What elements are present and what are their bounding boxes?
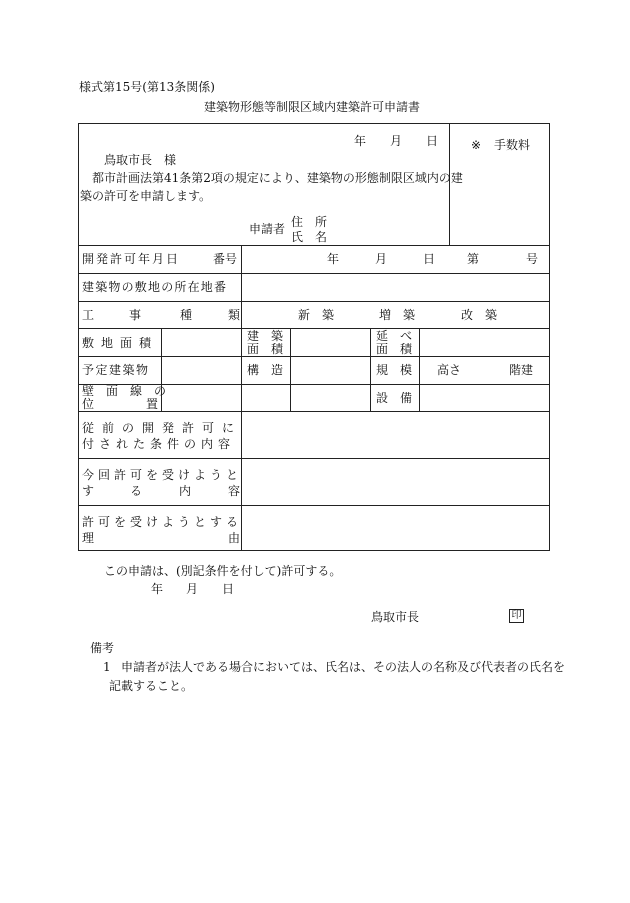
notes-item-number: 1 [103, 660, 111, 674]
approval-month: 月 [186, 582, 199, 596]
notes-item-line2: 記載すること。 [109, 679, 194, 693]
row-divider [78, 411, 550, 412]
approval-year: 年 [151, 582, 164, 596]
equipment-label: 設 備 [376, 391, 413, 405]
row-divider [78, 328, 550, 329]
application-date-year: 年 [354, 134, 367, 148]
work-type-label-b: 事 [129, 308, 142, 322]
floor-area-label-2: 面 積 [376, 342, 413, 356]
reason-line2b: 由 [228, 531, 241, 545]
form-number: 様式第15号(第13条関係) [79, 80, 215, 94]
requested-content-line2a: す [82, 484, 95, 498]
reason-line2a: 理 [82, 531, 95, 545]
height-label: 高さ [437, 363, 462, 377]
row-divider [78, 273, 550, 274]
prior-conditions-line1: 従前の開発許可に [82, 421, 243, 435]
wall-line-label-2b: 置 [146, 397, 159, 411]
building-area-label-2: 面 積 [247, 342, 284, 356]
applicant-label: 申請者 [249, 222, 286, 236]
dev-permit-date-label-text: 開発許可年月日 [82, 252, 181, 266]
site-area-label: 敷地面積 [82, 336, 159, 350]
dev-permit-day: 日 [423, 252, 436, 266]
dev-permit-year: 年 [327, 252, 340, 266]
floors-label: 階建 [509, 363, 534, 377]
requested-content-line2d: 容 [228, 484, 241, 498]
requested-content-line2c: 内 [179, 484, 192, 498]
approval-statement: この申請は、(別記条件を付して)許可する。 [104, 564, 342, 578]
notes-heading: 備考 [90, 641, 115, 655]
requested-content-line1: 今回許可を受けようと [82, 468, 243, 482]
requested-content-line2b: る [130, 484, 143, 498]
work-type-label-a: 工 [82, 308, 95, 322]
seal-mark: 印 [509, 609, 524, 623]
dev-permit-number-label: 番号 [213, 252, 238, 266]
prior-conditions-line2: 付された条件の内容 [82, 437, 236, 451]
dev-permit-go: 号 [526, 252, 539, 266]
fee-mark: ※ [471, 138, 482, 152]
dev-permit-month: 月 [375, 252, 388, 266]
column-divider [290, 328, 291, 411]
fee-label: 手数料 [494, 138, 531, 152]
row-divider [78, 356, 550, 357]
dev-permit-dai: 第 [467, 252, 480, 266]
form-title: 建築物形態等制限区域内建築許可申請書 [204, 100, 421, 114]
row-divider [78, 458, 550, 459]
approving-mayor: 鳥取市長 [371, 610, 420, 624]
planned-building-label: 予定建築物 [82, 363, 150, 377]
application-date-day: 日 [426, 134, 439, 148]
application-date-month: 月 [390, 134, 403, 148]
work-type-renovation: 改 築 [461, 308, 498, 322]
row-divider [78, 301, 550, 302]
work-type-new: 新 築 [298, 308, 335, 322]
application-body-line2: 築の許可を申請します。 [80, 189, 212, 203]
column-divider [161, 328, 162, 411]
work-type-label-c: 種 [180, 308, 193, 322]
address-label: 住 所 [291, 215, 328, 229]
work-type-label-d: 類 [228, 308, 241, 322]
label-column-divider [241, 245, 242, 551]
location-label: 建築物の敷地の所在地番 [82, 280, 228, 294]
reason-line1: 許可を受けようとする [82, 515, 243, 529]
notes-item-line1: 申請者が法人である場合においては、氏名は、その法人の名称及び代表者の氏名を [121, 660, 566, 674]
building-area-label-1: 建 築 [247, 329, 284, 343]
row-divider [78, 505, 550, 506]
column-divider [370, 328, 371, 411]
wall-line-label-2a: 位 [82, 397, 95, 411]
dev-permit-date-label [82, 252, 182, 266]
application-body-line1: 都市計画法第41条第2項の規定により、建築物の形態制限区域内の建 [92, 171, 463, 185]
column-divider [419, 328, 420, 411]
approval-day: 日 [222, 582, 235, 596]
name-label: 氏 名 [291, 230, 328, 244]
addressee: 鳥取市長 様 [104, 153, 177, 167]
row-divider [78, 245, 550, 246]
scale-label: 規 模 [376, 363, 413, 377]
structure-label: 構 造 [247, 363, 284, 377]
floor-area-label-1: 延 べ [376, 329, 413, 343]
wall-line-label-1: 壁 面 線 の [82, 384, 167, 398]
work-type-extension: 増 築 [379, 308, 416, 322]
